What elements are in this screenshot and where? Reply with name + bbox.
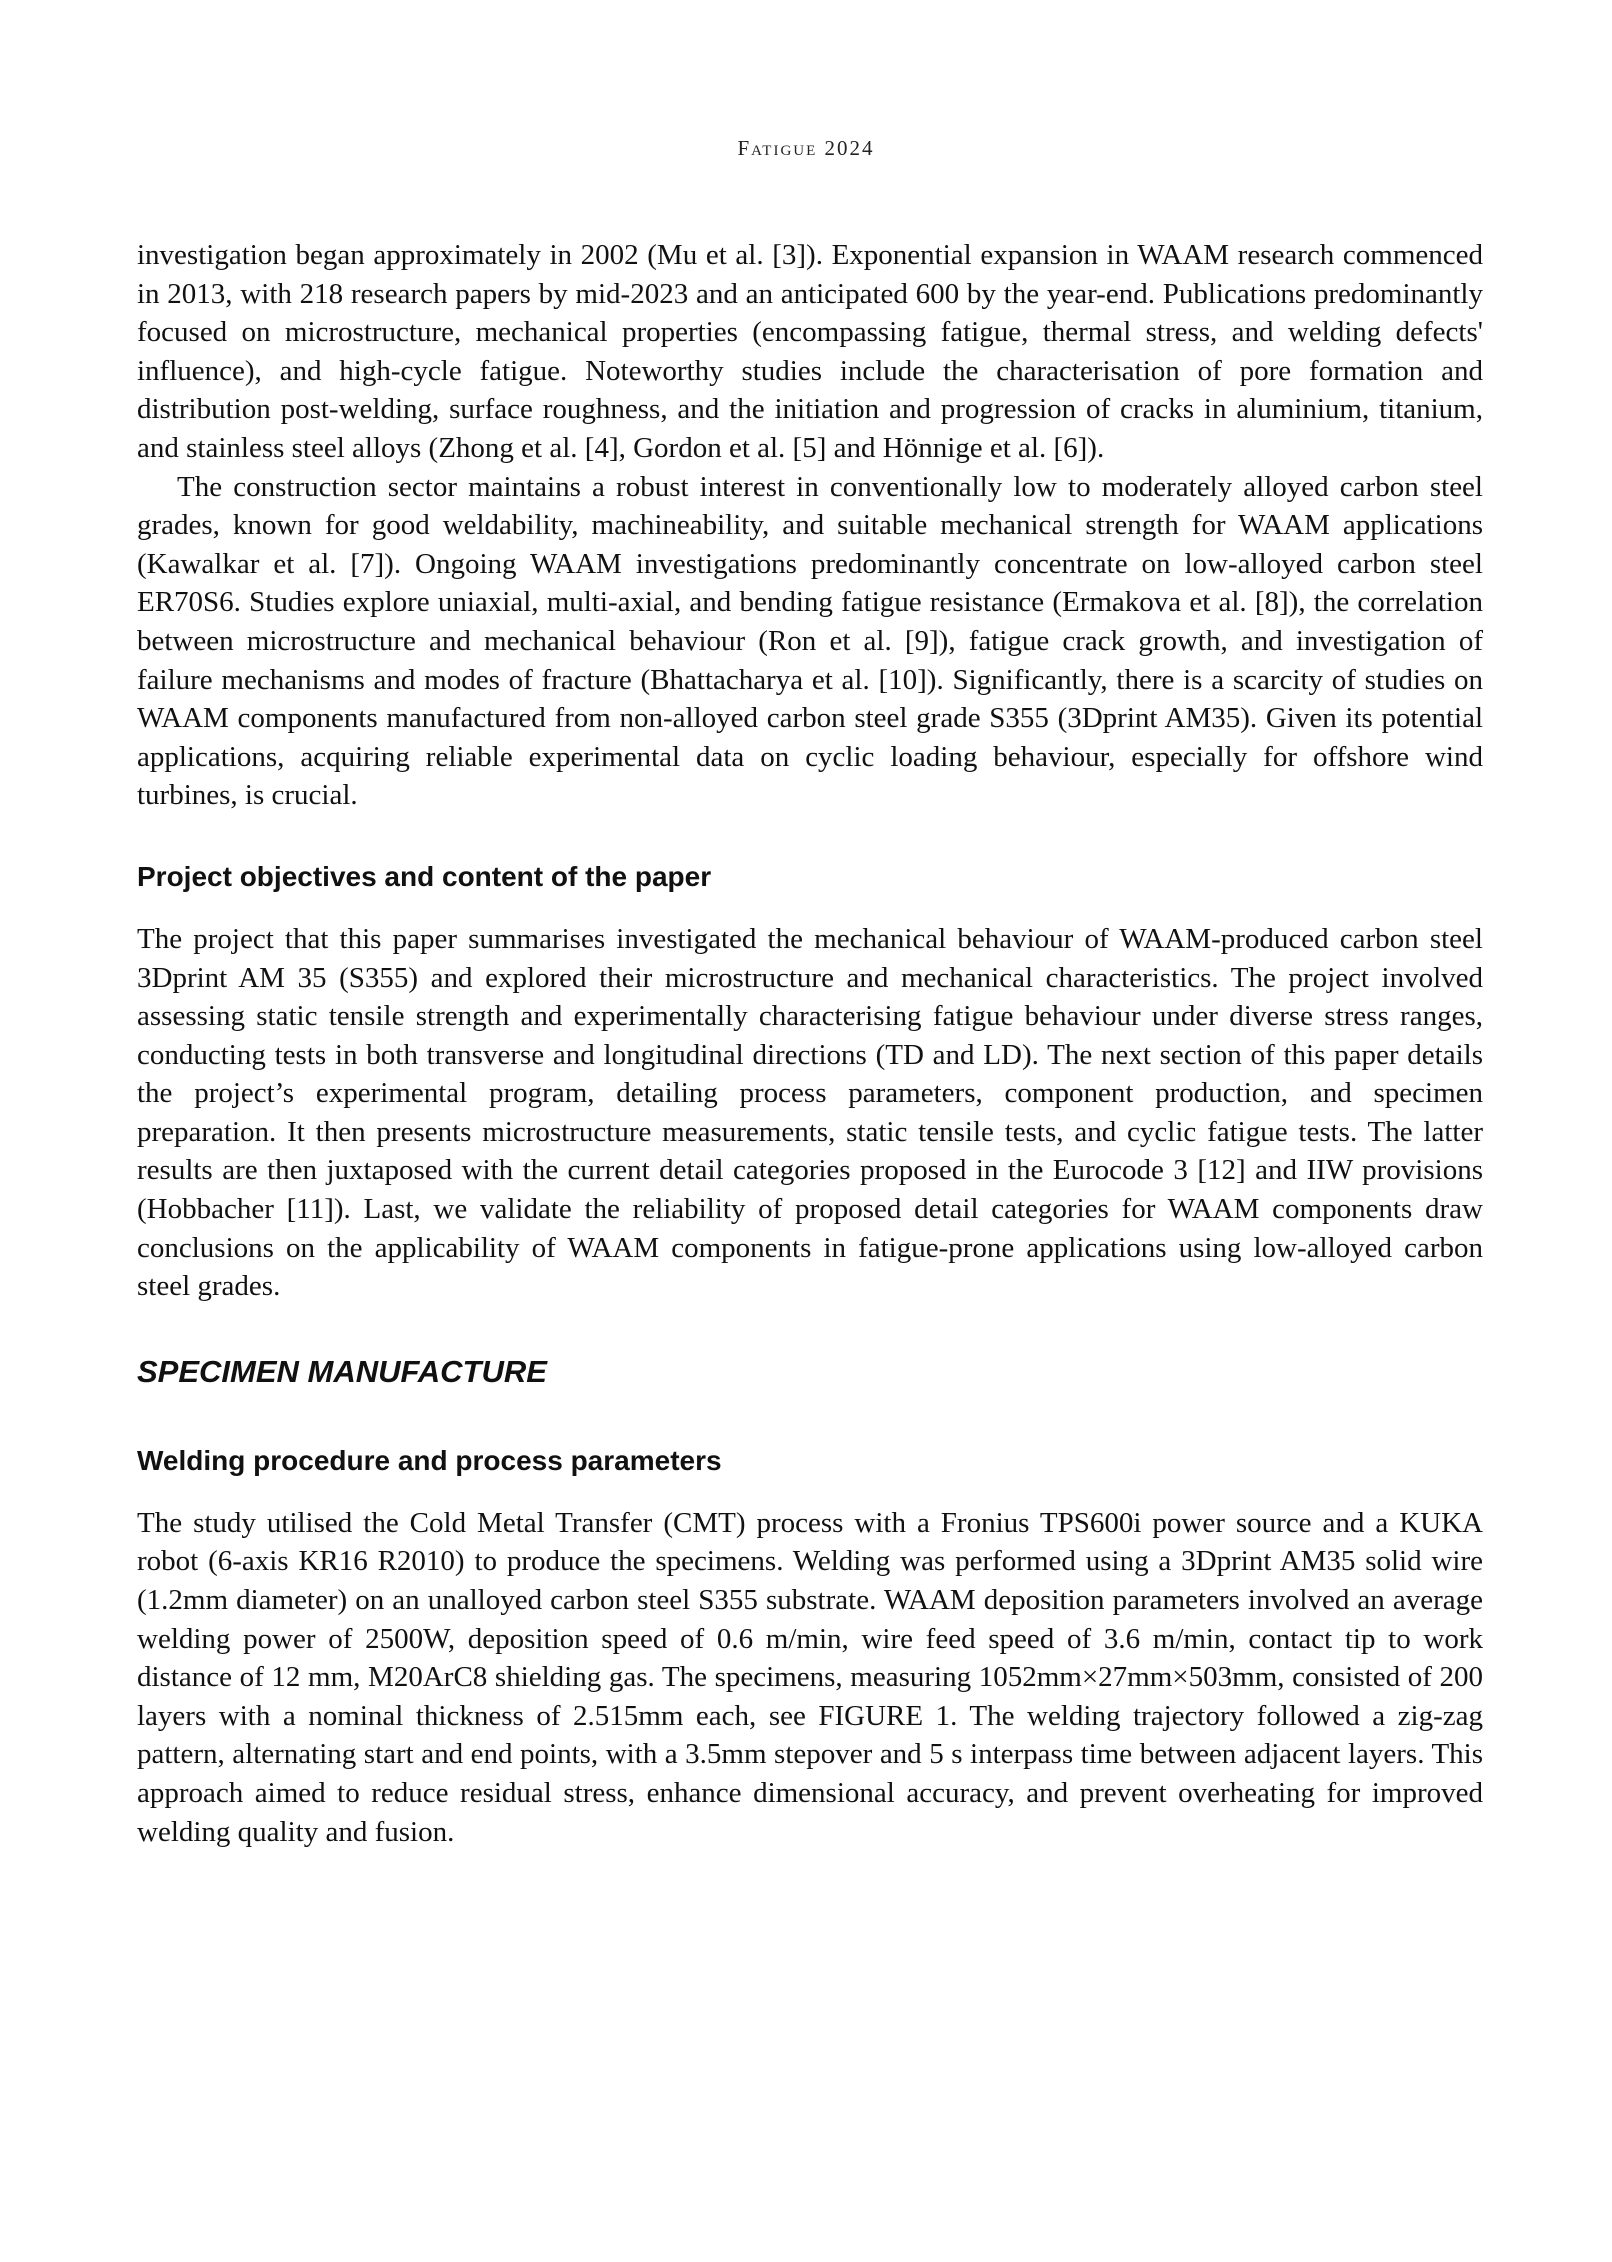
paragraph-welding-procedure: The study utilised the Cold Metal Transfer (CMT) process with a Fronius TPS600i power source and a KUKA robot (6-axis KR16 R2010) to produce the specimens. Welding was performed using a 3Dprint AM35 solid wire (1.2mm diameter) on an unalloyed carbon steel S355 substrate. WAAM deposition parameters involved an average welding power of 2500W, deposition speed of 0.6 m/min, wire feed speed of 3.6 m/min, contact tip to work distance of 12 mm, M20ArC8 shielding gas. The specimens, measuring 1052mm×27mm×503mm, consisted of 200 layers with a nominal thickness of 2.515mm each, see FIGURE 1. The welding trajectory followed a zig-zag pattern, alternating start and end points, with a 3.5mm stepover and 5 s interpass time between adjacent layers. This approach aimed to reduce residual stress, enhance dimensional accuracy, and prevent overheating for improved welding quality and fusion. xyxy=(137,1506,1483,1848)
running-header: Fatigue 2024 xyxy=(737,136,875,160)
paragraph-construction-sector: The construction sector maintains a robust interest in conventionally low to moderately alloyed carbon steel grades, known for good weldability, machineability, and suitable mechanical strength for WAAM applications (Kawalkar et al. [7]). Ongoing WAAM investigations predominantly concentrate on low-alloyed carbon steel ER70S6. Studies explore uniaxial, multi-axial, and bending fatigue resistance (Ermakova et al. [8]), the correlation between microstructure and mechanical behaviour (Ron et al. [9]), fatigue crack growth, and investigation of failure mechanisms and modes of fracture (Bhattacharya et al. [10]). Significantly, there is a scarcity of studies on WAAM components manufactured from non-alloyed carbon steel grade S355 (3Dprint AM35). Given its potential applications, acquiring reliable experimental data on cyclic loading behaviour, especially for offshore wind turbines, is crucial. xyxy=(137,470,1483,812)
heading-project-objectives: Project objectives and content of the paper xyxy=(137,860,712,892)
heading-welding-procedure: Welding procedure and process parameters xyxy=(137,1444,722,1476)
page-content xyxy=(137,236,1483,1851)
paragraph-project-summary: The project that this paper summarises investigated the mechanical behaviour of WAAM-produced carbon steel 3Dprint AM 35 (S355) and explored their microstructure and mechanical characteristics. The project involved assessing static tensile strength and experimentally characterising fatigue behaviour under diverse stress ranges, conducting tests in both transverse and longitudinal directions (TD and LD). The next section of this paper details the project’s experimental program, detailing process parameters, component production, and specimen preparation. It then presents microstructure measurements, static tensile tests, and cyclic fatigue tests. The latter results are then juxtaposed with the current detail categories proposed in the Eurocode 3 [12] and IIW provisions (Hobbacher [11]). Last, we validate the reliability of proposed detail categories for WAAM components draw conclusions on the applicability of WAAM components in fatigue-prone applications using low-alloyed carbon steel grades. xyxy=(137,922,1483,1303)
heading-specimen-manufacture: SPECIMEN MANUFACTURE xyxy=(137,1353,547,1389)
paragraph-waam-history: investigation began approximately in 2002 (Mu et al. [3]). Exponential expansion in WAAM research commenced in 2013, with 218 research papers by mid-2023 and an anticipated 600 by the year-end. Publications predominantly focused on microstructure, mechanical properties (encompassing fatigue, thermal stress, and welding defects' influence), and high-cycle fatigue. Noteworthy studies include the characterisation of pore formation and distribution post-welding, surface roughness, and the initiation and progression of cracks in aluminium, titanium, and stainless steel alloys (Zhong et al. [4], Gordon et al. [5] and Hönnige et al. [6]). xyxy=(137,239,1483,464)
